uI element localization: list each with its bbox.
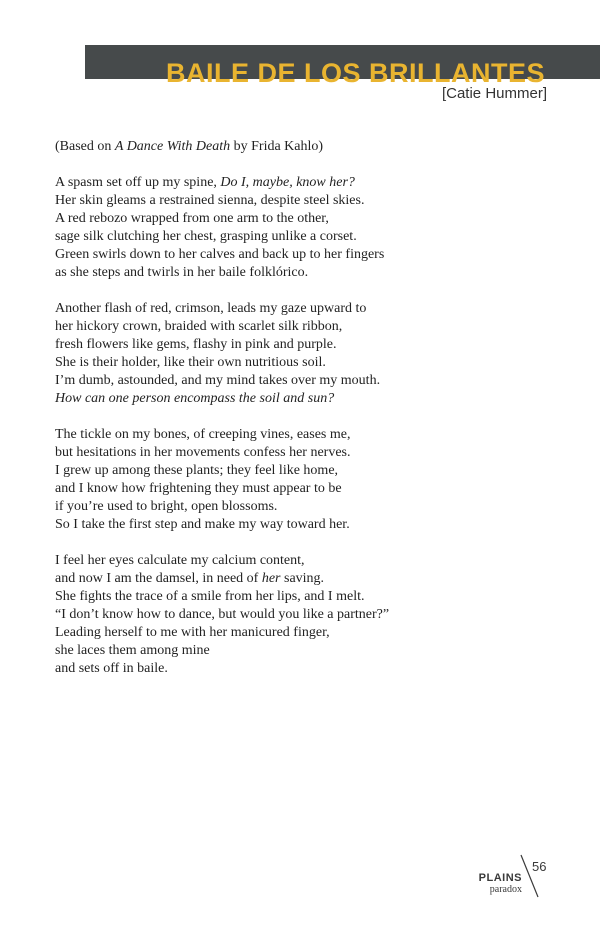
poem-line: The tickle on my bones, of creeping vines, eases me, (55, 427, 351, 442)
line-text: A spasm set off up my spine, (55, 175, 221, 190)
poem-line: Green swirls down to her calves and back up to her fingers (55, 247, 385, 262)
page-number: 56 (532, 859, 547, 874)
publication-logo-main: PLAINS (478, 872, 522, 884)
publication-logo-sub: paradox (489, 884, 522, 895)
line-italic: How can one person encompass the soil and sun? (55, 391, 335, 406)
poem-line: She is their holder, like their own nutritious soil. (55, 355, 326, 370)
line-italic: her (261, 571, 281, 586)
poem-line: I grew up among these plants; they feel like home, (55, 463, 339, 478)
poem-line: fresh flowers like gems, flashy in pink and purple. (55, 337, 337, 352)
subtitle-work-title: A Dance With Death (114, 139, 231, 154)
poem-line: I’m dumb, astounded, and my mind takes over my mouth. (55, 373, 381, 388)
author-name: [Catie Hummer] (441, 85, 547, 102)
poem-line: and sets off in baile. (55, 661, 168, 676)
poem-line: if you’re used to bright, open blossoms. (55, 499, 278, 514)
line-text: and now I am the damsel, in need of (55, 571, 262, 586)
poem-line: sage silk clutching her chest, grasping unlike a corset. (55, 229, 357, 244)
poem-line (55, 174, 555, 192)
poem-line: she laces them among mine (55, 643, 210, 658)
poem-line: her hickory crown, braided with scarlet silk ribbon, (55, 319, 343, 334)
poem-line (55, 570, 555, 588)
poem-line: “I don’t know how to dance, but would you like a partner?” (55, 607, 390, 622)
poem-line: She fights the trace of a smile from her lips, and I melt. (55, 589, 365, 604)
poem-line: but hesitations in her movements confess her nerves. (55, 445, 351, 460)
stanza-3 (55, 426, 555, 534)
subtitle-after: by Frida Kahlo) (230, 139, 324, 154)
line-italic: Do I, maybe, know her? (220, 175, 355, 190)
poem-line: and I know how frightening they must appear to be (55, 481, 342, 496)
stanza-2 (55, 300, 555, 408)
stanza-4 (55, 552, 555, 678)
poem-title: BAILE DE LOS BRILLANTES (165, 58, 545, 88)
poem-line: as she steps and twirls in her baile folklórico. (55, 265, 309, 280)
poem-line: I feel her eyes calculate my calcium content, (55, 553, 305, 568)
poem-line: Leading herself to me with her manicured finger, (55, 625, 330, 640)
subtitle-before: (Based on (55, 139, 115, 154)
poem-line: So I take the first step and make my way toward her. (55, 517, 350, 532)
publication-logo (470, 872, 522, 895)
poem-line: Her skin gleams a restrained sienna, despite steel skies. (55, 193, 365, 208)
poem-line: A red rebozo wrapped from one arm to the other, (55, 211, 329, 226)
poem-body (55, 138, 555, 696)
stanza-1 (55, 174, 555, 282)
line-text: saving. (280, 571, 325, 586)
poem-line (55, 390, 555, 408)
poem-subtitle (55, 138, 555, 156)
poem-line: Another flash of red, crimson, leads my gaze upward to (55, 301, 367, 316)
